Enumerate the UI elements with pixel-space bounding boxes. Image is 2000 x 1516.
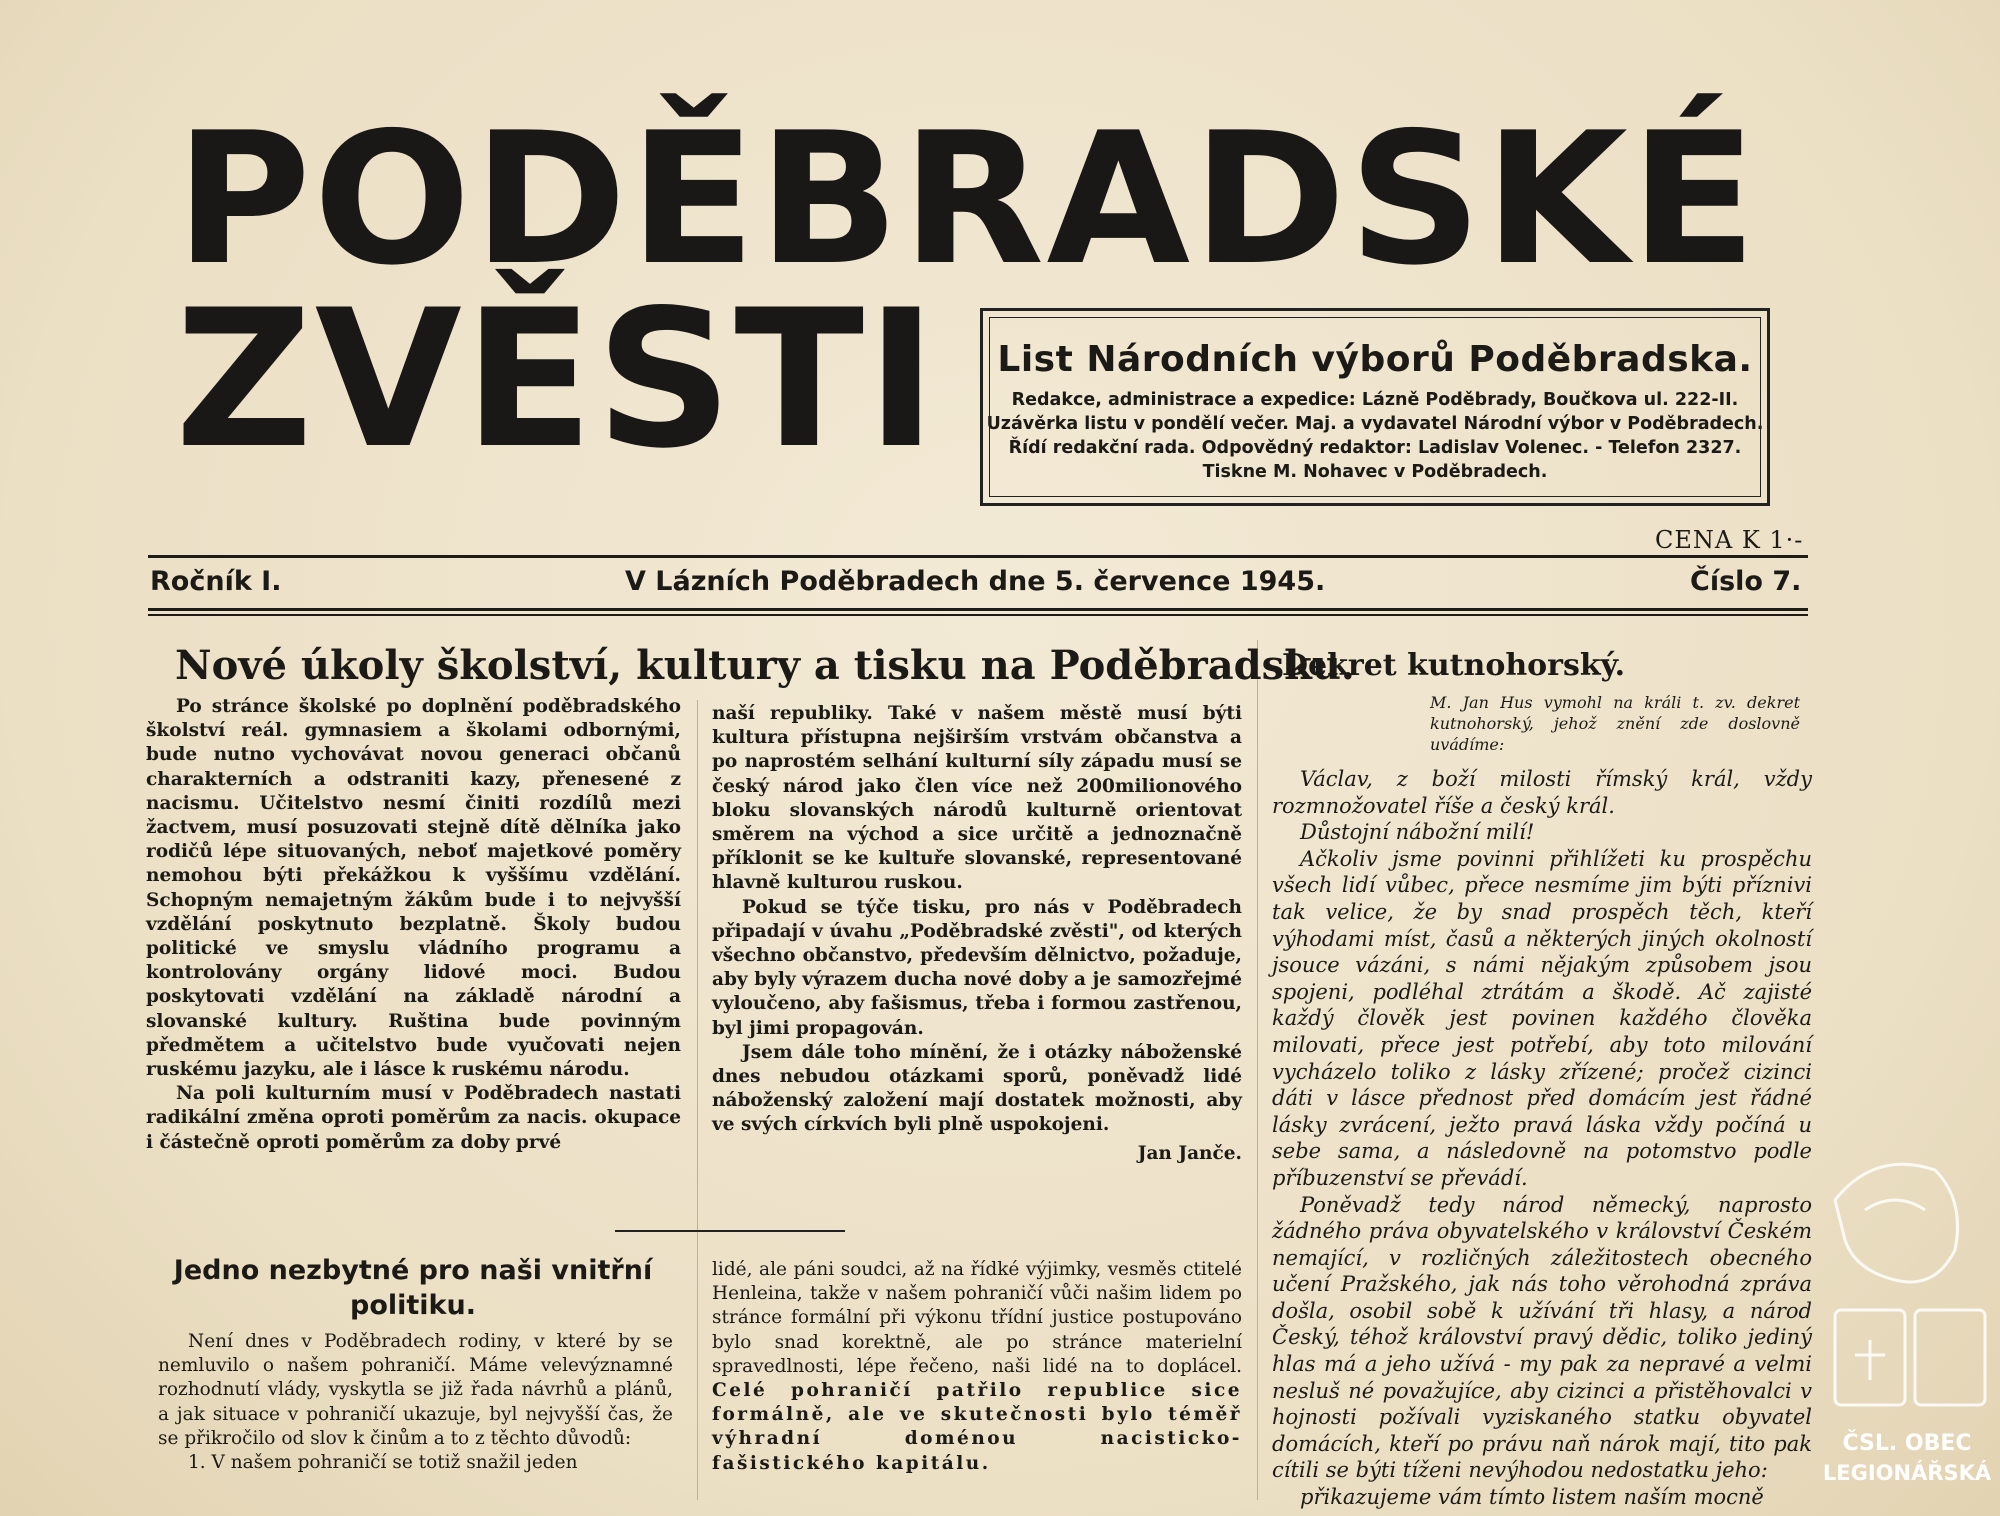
info-line: Řídí redakční rada. Odpovědný redaktor: Ladislav Volenec. - Telefon 2327. [1008, 438, 1742, 458]
column-divider [697, 700, 698, 1500]
helmet-outline-icon [1835, 1164, 1958, 1282]
decree-intro: M. Jan Hus vymohl na králi t. zv. dekret kutnohorský, jehož znění zde doslovně uvádíme: [1430, 693, 1800, 754]
decree-paragraph: Důstojní nábožní milí! [1300, 820, 1535, 845]
decree-text [1272, 766, 1812, 1511]
masthead-line-2: ZVĚSTI [175, 269, 939, 490]
decree-paragraph: Poněvadž tedy národ německý, naprosto žádného práva obyvatelského v království Českém nemající, v rozličných záležitostech obecného učení Pražského, jak nás toho věrohodná zpráva došla, osobil sobě k užívání tři hlasy, a národ Český, téhož království pravý dědic, toliko jediný hlas má a jeho užívá - my pak za nepravé a velmi nesluš né považujíce, aby cizinci a přistěhovalci v hojnosti požívali vyziskaného statku obyvatel domácích, kteří po právu naň nárok mají, tito pak cítili se býti tíženi nevýhodou nedostatku jeho: [1272, 1192, 1812, 1483]
article-paragraph: 1. V našem pohraničí se totiž snažil jeden [188, 1452, 578, 1474]
article-separator [615, 1230, 845, 1232]
publisher-info-box [980, 308, 1770, 506]
article-signature: Jan Janče. [1137, 1142, 1242, 1164]
article-paragraph: Po stránce školské po doplnění poděbradského školství reál. gymnasiem a školami odbornými, bude nutno vychovávat novou generaci občanů charakterních a odstraniti kazy, přenesené z nacismu. Učitelstvo nesmí činiti rozdílů mezi žactvem, musí posuzovati stejně dítě dělníka jako rodičů lépe situovaných, neboť majetkové poměry nemohou býti překážkou k vyššímu vzdělání. Schopným nemajetným žákům bude i to nejvyšší vzdělání poskytnuto bezplatně. Školy budou politické ve smyslu vládního programu a kontrolovány orgány lidové moci. Budou poskytovati vzdělání na základě národní a slovanské kultury. Ruština bude povinným předmětem a učitelstvo bude vyučovati nejen ruskému jazyku, ale i lásce k ruskému národu. [146, 696, 681, 1081]
stamp-text-2: LEGIONÁŘSKÁ [1822, 1461, 1992, 1485]
decree-paragraph: přikazujeme vám tímto listem naším mocně [1300, 1485, 1764, 1510]
main-article-column-1 [146, 695, 681, 1155]
article-text-spaced: Celé pohraničí patřilo republice sice formálně, ale ve skutečnosti bylo téměř výhradní doménou nacisticko-fašistického kapitálu. [712, 1380, 1242, 1474]
info-line: Uzávěrka listu v pondělí večer. Maj. a vydavatel Národní výbor v Poděbradech. [986, 414, 1764, 434]
bottom-rule-thin [148, 614, 1808, 616]
place-date-label: V Lázních Poděbradech dne 5. července 1945. [625, 566, 1326, 597]
helmet-detail-icon [1865, 1200, 1925, 1210]
stamp-text-1: ČSL. OBEC [1842, 1431, 1972, 1456]
article-paragraph: Není dnes v Poděbradech rodiny, v které by se nemluvilo o našem pohraničí. Máme velevýznamné rozhodnutí vlády, vyskytla se již řada návrhů a plánů, a jak situace v pohraničí ukazuje, byl nejvyšší čas, že se přikročilo od slov k činům a to z těchto důvodů: [158, 1331, 673, 1449]
volume-label: Ročník I. [150, 566, 282, 597]
info-box-title: List Národních výborů Poděbradska. [997, 339, 1753, 380]
article-paragraph: naší republiky. Také v našem městě musí býti kultura přístupna nejširším vrstvám občanstva a po naprostém selhání kulturní síly západu musí se český národ jako člen více než 200milionového bloku slovanských národů kulturně orientovat směrem na východ a sice určitě a jednoznačně příklonit se ke kultuře slovanské, representované hlavně kulturou ruskou. [712, 703, 1242, 894]
article-paragraph [712, 1258, 1242, 1476]
main-article-column-2 [712, 702, 1242, 1166]
second-article-headline: Jedno nezbytné pro naši vnitřní politiku. [173, 1255, 653, 1321]
decree-paragraph: Ačkoliv jsme povinni přihlížeti ku prospěchu všech lidí vůbec, přece nesmíme jim býti příznivi tak velice, že by snad prospěch těch, kteří výhodami míst, časů a některých jiných okolností jsouce vázáni, s námi nějakým způsobem jsou spojeni, podléhal ztrátám a škodě. Ač zajisté každý člověk jest povinen každého člověka milovati, přece jest potřebí, aby toto milování vycházelo toliko z lásky zřízené; pročež cizinci dáti v lásce přednost před domácím jest řádné lásky zvrácení, ježto pravá láska vždy počíná u sebe sama, a následovně na potomstvo podle příbuzenství se převádí. [1272, 846, 1812, 1190]
main-article-headline: Nové úkoly školství, kultury a tisku na Poděbradsku. [175, 642, 1355, 689]
second-article-column-1 [158, 1330, 673, 1475]
legion-watermark-stamp [1815, 1140, 2000, 1510]
column-divider [1257, 640, 1258, 1500]
price-label: CENA K 1·- [1655, 526, 1804, 554]
lion-emblem-icon [1855, 1340, 1885, 1380]
second-article-column-2 [712, 1258, 1242, 1476]
bottom-rule [148, 608, 1808, 611]
top-rule [148, 555, 1808, 558]
info-line: Tiskne M. Nohavec v Poděbradech. [1202, 462, 1548, 482]
decree-headline: Dekret kutnohorský. [1282, 648, 1626, 683]
article-paragraph: Pokud se týče tisku, pro nás v Poděbradech připadají v úvahu „Poděbradské zvěsti", od kterých všechno občanstvo, především dělnictvo, požaduje, aby byly výrazem ducha nové doby a je samozřejmé vyloučeno, aby fašismus, třeba i formou zastřenou, byl jimi propagován. [712, 896, 1242, 1039]
issue-number-label: Číslo 7. [1690, 566, 1802, 597]
info-line: Redakce, administrace a expedice: Lázně Poděbrady, Boučkova ul. 222-II. [1011, 390, 1739, 410]
masthead-line-1: PODĚBRADSKÉ [175, 93, 1759, 305]
decree-paragraph: Václav, z boží milosti římský král, vždy rozmnožovatel říše a český král. [1272, 767, 1812, 818]
article-paragraph: Na poli kulturním musí v Poděbradech nastati radikální změna oproti poměrům za nacis. okupace i částečně oproti poměrům za doby prvé [146, 1083, 681, 1153]
shield-right-icon [1915, 1310, 1985, 1405]
article-text: lidé, ale páni soudci, až na řídké výjimky, vesměs ctitelé Henleina, takže v našem pohraničí vůči našim lidem po stránce formální při výkonu třídní justice postupováno bylo snad korektně, ale po stránce materielní spravedlnosti, lépe řečeno, naši lidé na to doplácel. [712, 1259, 1242, 1377]
article-paragraph: Jsem dále toho mínění, že i otázky náboženské dnes nebudou otázkami sporů, poněvadž lidé náboženský založení mají dostatek možnosti, aby ve svých církvích byli plně uspokojeni. [712, 1041, 1242, 1136]
